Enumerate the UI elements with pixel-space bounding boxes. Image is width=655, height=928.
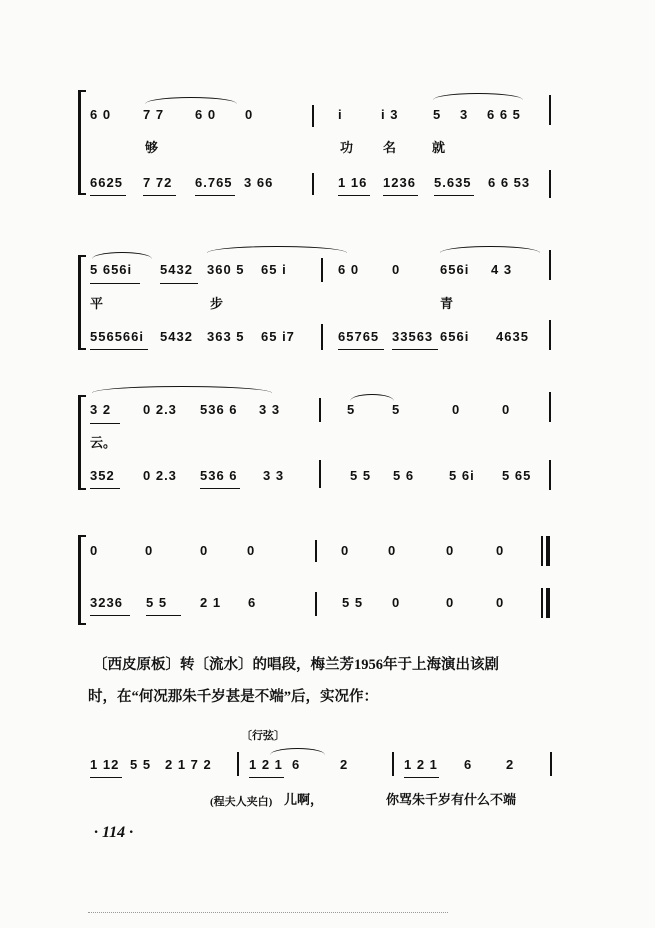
beam bbox=[90, 283, 140, 284]
accompaniment-note: 5 6 bbox=[393, 468, 415, 483]
accompaniment-note: 5 6i bbox=[449, 468, 475, 483]
accompaniment-note: 352 bbox=[90, 468, 115, 483]
lyrics-line bbox=[0, 137, 655, 159]
beam bbox=[338, 195, 370, 196]
melody-line bbox=[0, 543, 655, 565]
accompaniment-note: 536 6 bbox=[200, 468, 238, 483]
slur bbox=[92, 252, 152, 259]
lyric-syllable: 功 bbox=[340, 140, 354, 155]
melody-note: 5 bbox=[392, 402, 401, 417]
beam bbox=[90, 349, 148, 350]
barline bbox=[319, 460, 321, 488]
lyric-syllable: 平 bbox=[90, 296, 104, 311]
accompaniment-note: 5 5 bbox=[342, 595, 364, 610]
beam bbox=[249, 777, 284, 778]
example-note: 5 5 bbox=[130, 757, 152, 772]
melody-note: 0 bbox=[200, 543, 209, 558]
melody-note: 0 bbox=[247, 543, 256, 558]
beam bbox=[90, 488, 120, 489]
melody-note: 0 bbox=[388, 543, 397, 558]
final-barline bbox=[541, 588, 550, 618]
example-melody bbox=[0, 757, 655, 779]
slur bbox=[440, 246, 540, 253]
page-number: · 114 · bbox=[94, 824, 134, 841]
accompaniment-line bbox=[0, 468, 655, 490]
melody-note: 0 bbox=[90, 543, 99, 558]
accompaniment-note: 0 bbox=[392, 595, 401, 610]
barline bbox=[237, 752, 239, 776]
barline bbox=[312, 105, 314, 127]
beam bbox=[90, 615, 130, 616]
melody-note: 0 bbox=[496, 543, 505, 558]
tempo-marking: 〔行弦〕 bbox=[241, 730, 285, 742]
prose-line-1: 〔西皮原板〕转〔流水〕的唱段，梅兰芳1956年于上海演出该剧 bbox=[93, 657, 499, 673]
barline bbox=[392, 752, 394, 776]
example-note: 2 bbox=[340, 757, 349, 772]
slur bbox=[433, 93, 523, 100]
melody-note: 0 2.3 bbox=[143, 402, 177, 417]
melody-note: 3 3 bbox=[259, 402, 281, 417]
accompaniment-note: 3 3 bbox=[263, 468, 285, 483]
accompaniment-note: 556566i bbox=[90, 329, 144, 344]
slur bbox=[207, 246, 347, 253]
barline bbox=[315, 592, 317, 616]
spoken-aside: (程夫人夹白) bbox=[210, 796, 273, 808]
accompaniment-note: 6625 bbox=[90, 175, 123, 190]
accompaniment-note: 6 6 53 bbox=[488, 175, 531, 190]
example-lyric-2: 你骂朱千岁有什么不端 bbox=[386, 792, 517, 807]
melody-note: 5 bbox=[347, 402, 356, 417]
melody-line bbox=[0, 107, 655, 129]
accompaniment-note: 65 i7 bbox=[261, 329, 295, 344]
example-note: 2 bbox=[506, 757, 515, 772]
beam bbox=[392, 349, 438, 350]
melody-note: 0 bbox=[245, 107, 254, 122]
beam bbox=[383, 195, 418, 196]
slur bbox=[92, 386, 272, 393]
melody-note: 4 3 bbox=[491, 262, 513, 277]
barline bbox=[549, 170, 551, 198]
accompaniment-line bbox=[0, 595, 655, 617]
accompaniment-note: 1 16 bbox=[338, 175, 368, 190]
lyrics-line bbox=[0, 570, 655, 592]
prose-line-2: 时，在“何况那朱千岁甚是不端”后，实况作： bbox=[88, 689, 378, 705]
barline bbox=[549, 95, 551, 125]
accompaniment-note: 5 65 bbox=[502, 468, 532, 483]
beam bbox=[146, 615, 181, 616]
example-note: 2 1 7 2 bbox=[165, 757, 212, 772]
accompaniment-note: 0 bbox=[446, 595, 455, 610]
lyric-syllable: 青 bbox=[440, 296, 454, 311]
melody-note: 6 6 5 bbox=[487, 107, 521, 122]
lyrics-line bbox=[0, 293, 655, 315]
melody-note: 6 0 bbox=[90, 107, 112, 122]
accompaniment-note: 3236 bbox=[90, 595, 123, 610]
accompaniment-note: 5.635 bbox=[434, 175, 472, 190]
beam bbox=[90, 195, 126, 196]
beam bbox=[200, 488, 240, 489]
beam bbox=[90, 423, 120, 424]
melody-note: 3 2 bbox=[90, 402, 112, 417]
melody-note: 5 bbox=[433, 107, 442, 122]
melody-note: 5432 bbox=[160, 262, 193, 277]
lyric-syllable: 够 bbox=[145, 140, 159, 155]
lyric-syllable: 云。 bbox=[90, 435, 117, 450]
example-note: 6 bbox=[292, 757, 301, 772]
accompaniment-note: 7 72 bbox=[143, 175, 173, 190]
beam bbox=[338, 349, 384, 350]
barline bbox=[550, 752, 552, 776]
accompaniment-note: 5432 bbox=[160, 329, 193, 344]
accompaniment-note: 1236 bbox=[383, 175, 416, 190]
melody-note: 7 7 bbox=[143, 107, 165, 122]
accompaniment-note: 4635 bbox=[496, 329, 529, 344]
beam bbox=[404, 777, 439, 778]
bottom-scan-artifact bbox=[88, 912, 448, 913]
melody-note: 0 bbox=[452, 402, 461, 417]
slur bbox=[270, 748, 325, 755]
barline bbox=[321, 324, 323, 350]
barline bbox=[321, 258, 323, 282]
final-barline bbox=[541, 536, 550, 566]
slur bbox=[350, 394, 394, 401]
example-note: 1 12 bbox=[90, 757, 120, 772]
barline bbox=[312, 173, 314, 195]
melody-note: 0 bbox=[446, 543, 455, 558]
melody-note: 0 bbox=[502, 402, 511, 417]
melody-note: 65 i bbox=[261, 262, 287, 277]
melody-note: 3 bbox=[460, 107, 469, 122]
melody-note: 6 0 bbox=[338, 262, 360, 277]
accompaniment-note: 656i bbox=[440, 329, 470, 344]
accompaniment-line bbox=[0, 175, 655, 197]
barline bbox=[319, 398, 321, 422]
beam bbox=[434, 195, 474, 196]
melody-line bbox=[0, 262, 655, 284]
accompaniment-note: 6 bbox=[248, 595, 257, 610]
melody-note: 5 656i bbox=[90, 262, 133, 277]
melody-note: 6 0 bbox=[195, 107, 217, 122]
example-lyric-1: 儿啊， bbox=[284, 792, 324, 807]
beam bbox=[143, 195, 176, 196]
melody-note: 360 5 bbox=[207, 262, 245, 277]
accompaniment-note: 0 2.3 bbox=[143, 468, 177, 483]
melody-note: 536 6 bbox=[200, 402, 238, 417]
melody-note: 0 bbox=[145, 543, 154, 558]
barline bbox=[549, 460, 551, 490]
accompaniment-line bbox=[0, 329, 655, 351]
barline bbox=[549, 250, 551, 280]
accompaniment-note: 6.765 bbox=[195, 175, 233, 190]
accompaniment-note: 5 5 bbox=[350, 468, 372, 483]
beam bbox=[90, 777, 122, 778]
lyric-syllable: 就 bbox=[432, 140, 446, 155]
melody-note: 0 bbox=[392, 262, 401, 277]
lyric-syllable: 名 bbox=[383, 140, 397, 155]
barline bbox=[315, 540, 317, 562]
slur bbox=[145, 97, 237, 104]
accompaniment-note: 5 5 bbox=[146, 595, 168, 610]
example-note: 6 bbox=[464, 757, 473, 772]
beam bbox=[195, 195, 235, 196]
lyrics-line bbox=[0, 432, 655, 454]
barline bbox=[549, 320, 551, 350]
melody-note: 656i bbox=[440, 262, 470, 277]
melody-note: i 3 bbox=[381, 107, 399, 122]
barline bbox=[549, 392, 551, 422]
melody-line bbox=[0, 402, 655, 424]
lyric-syllable: 步 bbox=[210, 296, 224, 311]
accompaniment-note: 363 5 bbox=[207, 329, 245, 344]
accompaniment-note: 65765 bbox=[338, 329, 380, 344]
accompaniment-note: 2 1 bbox=[200, 595, 222, 610]
accompaniment-note: 33563 bbox=[392, 329, 434, 344]
melody-note: i bbox=[338, 107, 343, 122]
accompaniment-note: 3 66 bbox=[244, 175, 274, 190]
beam bbox=[160, 283, 198, 284]
accompaniment-note: 0 bbox=[496, 595, 505, 610]
example-note: 1 2 1 bbox=[404, 757, 438, 772]
melody-note: 0 bbox=[341, 543, 350, 558]
example-note: 1 2 1 bbox=[249, 757, 283, 772]
